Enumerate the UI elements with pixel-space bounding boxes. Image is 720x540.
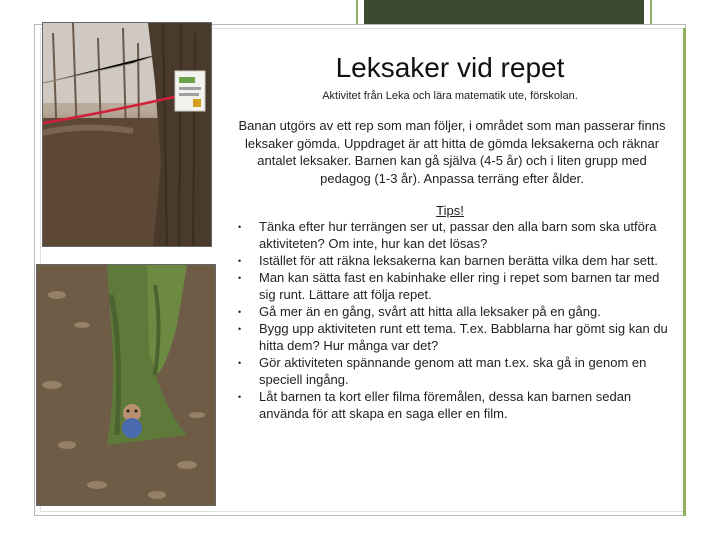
forest-rope-illustration bbox=[43, 23, 212, 247]
tip-item: • Gå mer än en gång, svårt att hitta alla leksaker på en gång. bbox=[238, 303, 668, 320]
accent-bar bbox=[683, 28, 686, 516]
slide-subtitle: Aktivitet från Leka och lära matematik ute, förskolan. bbox=[322, 90, 578, 102]
slide-title: Leksaker vid repet bbox=[335, 52, 565, 83]
tips-list bbox=[238, 218, 668, 422]
tip-item: • Tänka efter hur terrängen ser ut, passar den alla barn som ska utföra aktiviteten? Om inte, hur kan det lösas? bbox=[238, 218, 668, 252]
tip-item: • Låt barnen ta kort eller filma föremålen, dessa kan barnen sedan använda för att skapa en saga eller en film. bbox=[238, 388, 668, 422]
tip-item: • Man kan sätta fast en kabinhake eller ring i repet som barnen tar med sig runt. Lättare att följa repet. bbox=[238, 269, 668, 303]
photo-mossy-tree-toy bbox=[36, 264, 216, 506]
tip-item: • Istället för att räkna leksakerna kan barnen berätta vilka dem har sett. bbox=[238, 252, 668, 269]
tip-item: • Bygg upp aktiviteten runt ett tema. T.ex. Babblarna har gömt sig kan du hitta dem? Hur många var det? bbox=[238, 320, 668, 354]
intro-paragraph: Banan utgörs av ett rep som man följer, i området som man passerar finns leksaker gömda. Uppdraget är att hitta de gömda leksakerna och räknar antalet leksaker. Barnen kan gå själva (4-5 år) och i liten grupp med pedagog (1-3 år). Anpassa terräng efter ålder. bbox=[238, 118, 666, 186]
mossy-tree-illustration bbox=[37, 265, 216, 506]
photo-forest-rope bbox=[42, 22, 212, 247]
tip-item: • Gör aktiviteten spännande genom att man t.ex. ska gå in genom en speciell ingång. bbox=[238, 354, 668, 388]
tips-heading: Tips! bbox=[436, 203, 464, 218]
